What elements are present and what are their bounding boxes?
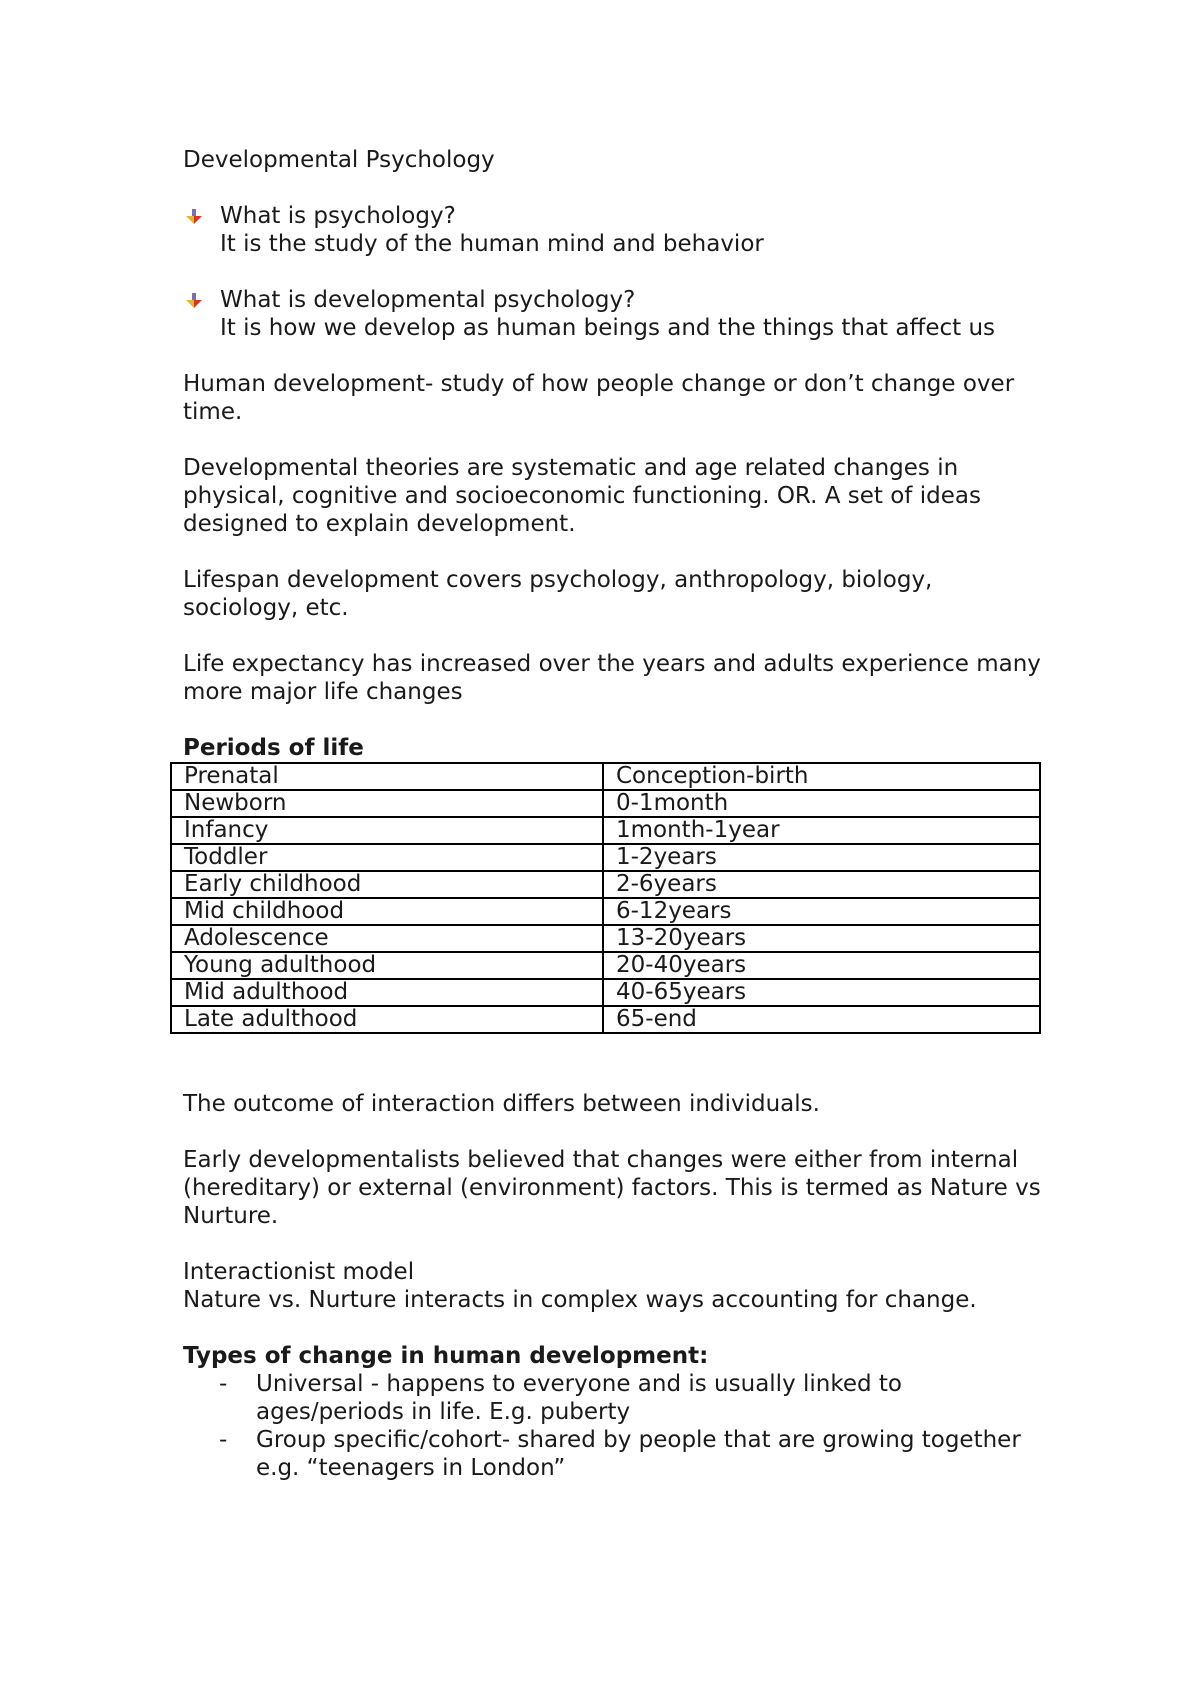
list-item-text: Group specific/cohort- shared by people that are growing together e.g. “teenagers in London” [256,1427,1021,1481]
table-row [171,979,1040,1006]
period-age: Conception-birth [603,763,1040,790]
table-row [171,1006,1040,1033]
period-name: Infancy [171,817,603,844]
interactionist-heading: Interactionist model [183,1259,415,1285]
periods-heading: Periods of life [183,735,364,761]
dash-bullet: - [219,1427,228,1453]
period-age: 40-65years [603,979,1040,1006]
period-age: 6-12years [603,898,1040,925]
paragraph-early-developmentalists: Early developmentalists believed that changes were either from internal (hereditary) or external (environment) factors. This is termed as Nature vs Nurture. [183,1147,1041,1229]
paragraph-outcome: The outcome of interaction differs between individuals. [183,1091,820,1117]
period-name: Newborn [171,790,603,817]
period-age: 0-1month [603,790,1040,817]
document-title: Developmental Psychology [183,147,495,173]
periods-table [170,762,1041,1034]
period-name: Late adulthood [171,1006,603,1033]
period-name: Prenatal [171,763,603,790]
period-name: Mid adulthood [171,979,603,1006]
interactionist-text: Nature vs. Nurture interacts in complex ways accounting for change. [183,1287,977,1313]
types-list [183,1370,1043,1482]
period-name: Mid childhood [171,898,603,925]
table-row [171,790,1040,817]
table-row [171,763,1040,790]
question-line [184,286,1043,314]
answer-text: It is the study of the human mind and behavior [220,231,764,257]
table-row [171,871,1040,898]
period-age: 2-6years [603,871,1040,898]
types-heading: Types of change in human development: [183,1343,709,1369]
paragraph-developmental-theories: Developmental theories are systematic and age related changes in physical, cognitive and socioeconomic functioning. OR. A set of ideas designed to explain development. [183,455,981,537]
period-name: Adolescence [171,925,603,952]
question-text: What is developmental psychology? [220,287,636,313]
table-row [171,817,1040,844]
table-row [171,925,1040,952]
question-block-2 [220,286,1043,342]
paragraph-life-expectancy: Life expectancy has increased over the years and adults experience many more major life changes [183,651,1041,705]
arrow-down-icon [184,293,204,309]
list-item [183,1426,1043,1482]
arrow-down-icon [184,209,204,225]
list-item [183,1370,1043,1426]
period-name: Young adulthood [171,952,603,979]
period-age: 1-2years [603,844,1040,871]
dash-bullet: - [219,1371,228,1397]
period-age: 13-20years [603,925,1040,952]
period-age: 1month-1year [603,817,1040,844]
spacer [183,1034,1043,1090]
period-age: 20-40years [603,952,1040,979]
period-name: Early childhood [171,871,603,898]
list-item-text: Universal - happens to everyone and is usually linked to ages/periods in life. E.g. puberty [256,1371,902,1425]
period-age: 65-end [603,1006,1040,1033]
table-row [171,844,1040,871]
period-name: Toddler [171,844,603,871]
document-body [183,146,1043,1482]
table-row [171,952,1040,979]
table-row [171,898,1040,925]
question-block-1 [220,202,1043,258]
question-text: What is psychology? [220,203,456,229]
answer-text: It is how we develop as human beings and the things that affect us [220,315,996,341]
question-line [184,202,1043,230]
paragraph-human-development: Human development- study of how people change or don’t change over time. [183,371,1015,425]
paragraph-lifespan-development: Lifespan development covers psychology, anthropology, biology, sociology, etc. [183,567,933,621]
